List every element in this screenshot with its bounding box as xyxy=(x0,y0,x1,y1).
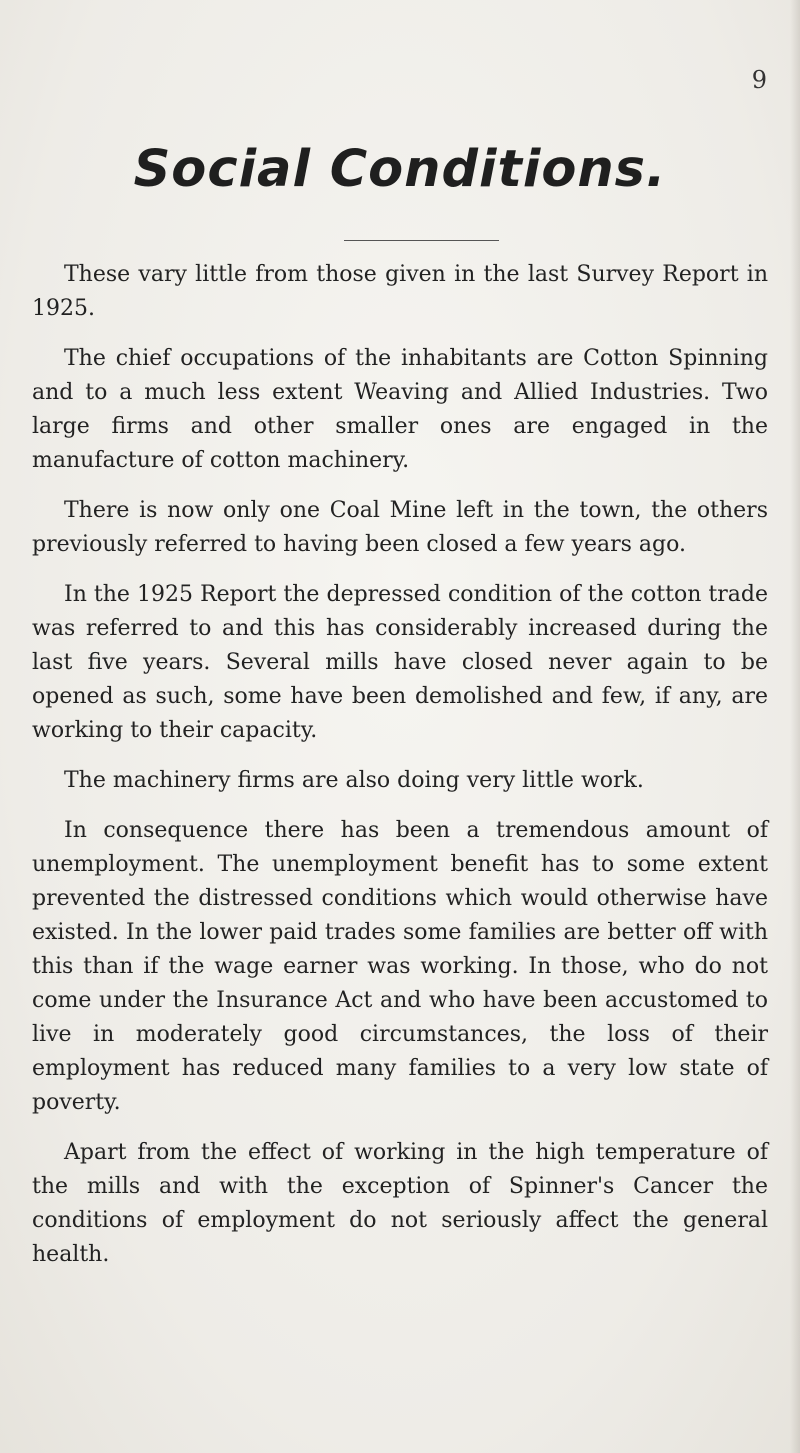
page-edge-shadow xyxy=(790,0,800,1453)
paragraph-text: The chief occupations of the inhabitants are Cotton Spinning and to a much less extent Weaving and Allied Industries. Two large firms and other smaller ones are engaged in the manufacture of cotton machinery. xyxy=(32,346,768,473)
paragraph xyxy=(32,342,768,478)
paragraph-text: These vary little from those given in the last Survey Report in 1925. xyxy=(32,262,768,321)
paragraph-text: There is now only one Coal Mine left in the town, the others previously referred to having been closed a few years ago. xyxy=(32,498,768,557)
paragraph xyxy=(32,258,768,326)
paragraph-text: In the 1925 Report the depressed condition of the cotton trade was referred to and this has considerably increased during the last five years. Several mills have closed never again to be opened as such, some have been demolished and few, if any, are working to their capacity. xyxy=(32,582,768,743)
paragraph xyxy=(32,1136,768,1272)
page-number: 9 xyxy=(751,66,767,94)
paragraph-text: In consequence there has been a tremendous amount of unemployment. The unemployment benefit has to some extent prevented the distressed conditions which would otherwise have existed. In the lower paid trades some families are better off with this than if the wage earner was working. In those, who do not come under the Insurance Act and who have been accustomed to live in moderately good circumstances, the loss of their employment has reduced many families to a very low state of poverty. xyxy=(32,818,768,1115)
paragraph xyxy=(32,764,768,798)
paragraph xyxy=(32,578,768,748)
body-text xyxy=(32,258,768,1288)
paragraph-text: Apart from the effect of working in the high temperature of the mills and with the exception of Spinner's Cancer the conditions of employment do not seriously affect the general health. xyxy=(32,1140,768,1267)
paragraph-text: The machinery firms are also doing very little work. xyxy=(64,768,644,793)
page-title: Social Conditions. xyxy=(133,140,667,199)
title-divider xyxy=(344,240,499,241)
paragraph xyxy=(32,814,768,1120)
paragraph xyxy=(32,494,768,562)
